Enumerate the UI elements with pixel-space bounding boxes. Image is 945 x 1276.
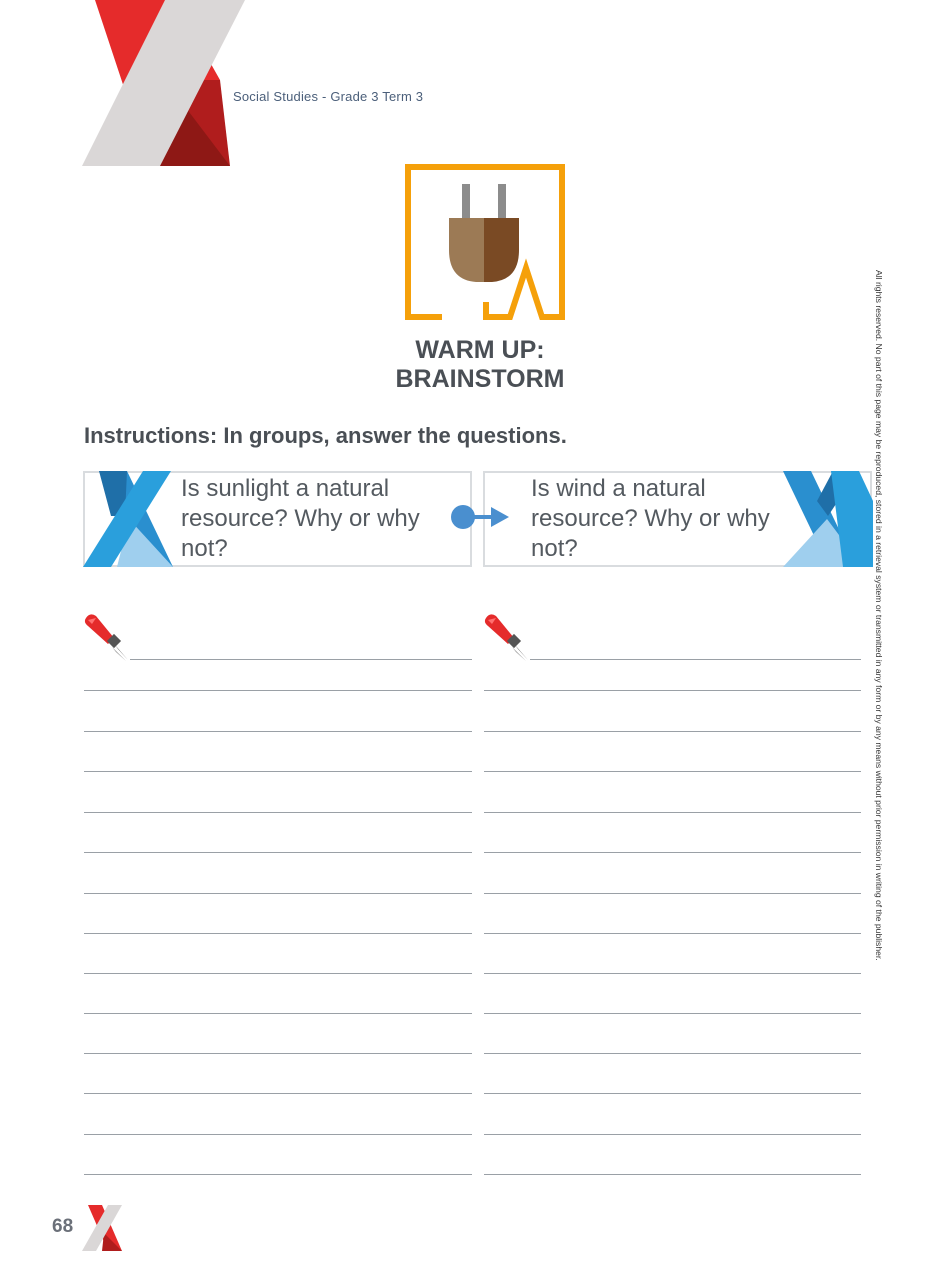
writing-line[interactable]: [484, 1134, 861, 1135]
writing-line[interactable]: [484, 690, 861, 691]
writing-line[interactable]: [84, 1053, 472, 1054]
activity-title-line2: BRAINSTORM: [395, 365, 565, 393]
question-2-text: Is wind a natural resource? Why or why not?: [531, 475, 770, 562]
writing-line[interactable]: [484, 1013, 861, 1014]
copyright-text: All rights reserved. No part of this page may be reproduced, stored in a retrieval system or transmitted in any form or by any means without prior permission in writing of the publisher.: [874, 270, 884, 961]
pen-icon: [82, 612, 132, 664]
footer-x-logo: [82, 1205, 126, 1251]
pen-icon: [482, 612, 532, 664]
copyright-notice: [868, 270, 884, 1010]
writing-line[interactable]: [130, 659, 472, 660]
writing-line[interactable]: [484, 933, 861, 934]
writing-line[interactable]: [484, 771, 861, 772]
writing-line[interactable]: [84, 893, 472, 894]
writing-line[interactable]: [84, 771, 472, 772]
writing-line[interactable]: [484, 731, 861, 732]
writing-line[interactable]: [84, 852, 472, 853]
writing-line[interactable]: [484, 852, 861, 853]
writing-line[interactable]: [484, 812, 861, 813]
writing-line[interactable]: [84, 973, 472, 974]
writing-line[interactable]: [84, 933, 472, 934]
writing-line[interactable]: [84, 1013, 472, 1014]
instructions-text: Instructions: In groups, answer the questions.: [84, 423, 567, 448]
writing-line[interactable]: [484, 973, 861, 974]
activity-title-line1: WARM UP:: [415, 336, 545, 364]
writing-line[interactable]: [484, 1093, 861, 1094]
header-x-logo: [80, 0, 250, 166]
writing-line[interactable]: [84, 690, 472, 691]
writing-line[interactable]: [484, 1053, 861, 1054]
subject-header: Social Studies - Grade 3 Term 3: [233, 89, 424, 104]
writing-line[interactable]: [84, 731, 472, 732]
plug-icon: [402, 162, 567, 322]
page-number: 68: [52, 1216, 74, 1237]
writing-line[interactable]: [484, 1174, 861, 1175]
writing-line[interactable]: [84, 1174, 472, 1175]
question-1-text: Is sunlight a natural resource? Why or why not?: [181, 475, 420, 562]
activity-title: [330, 336, 630, 394]
blue-x-decoration-left: [83, 471, 173, 567]
writing-line[interactable]: [84, 1093, 472, 1094]
writing-line[interactable]: [530, 659, 861, 660]
writing-line[interactable]: [84, 812, 472, 813]
writing-line[interactable]: [84, 1134, 472, 1135]
writing-line[interactable]: [484, 893, 861, 894]
arrow-right-icon: [449, 502, 511, 532]
blue-x-decoration-right: [783, 471, 873, 567]
